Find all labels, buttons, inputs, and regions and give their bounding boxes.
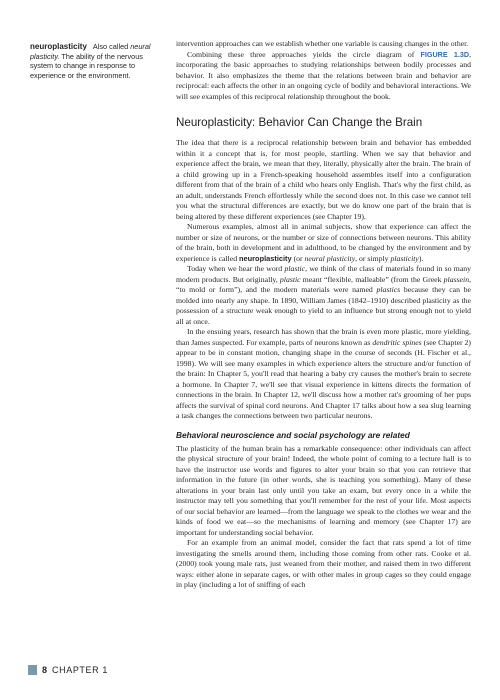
margin-glossary-note [30,42,158,80]
intro-paragraph-1: intervention approaches can we establish whether one variable is causing changes in the other. [176,39,469,48]
intro-paragraph-2: Combining these three approaches yields the circle diagram of FIGURE 1.3D, incorporating the basic approaches to studying relationships between bodily processes and behavior. It also emphasizes the theme that the relations between brain and behavior are reciprocal: each affects the other in an ongoing cycle of bodily and behavioral interactions. We will see examples of this reciprocal relationship throughout the book. [176,49,471,101]
footer-color-tab [28,665,37,675]
section-paragraph-1: The idea that there is a reciprocal relationship between brain and behavior has embedded within it a concept that is, for most people, startling. When we say that behavior and experience affect the brain, we mean that they, literally, physically alter the brain. The brain of a child growing up in a French-speaking household assembles itself into a configuration different from that of the brain of a child who hears only English. That's why the first child, as an adult, understands French effortlessly while the second does not. In this case we cannot tell you what the structural differences are exactly, but we do know one part of the brain that is being altered by these different experiences (see Chapter 19). [176,138,471,221]
section-paragraph-4: In the ensuing years, research has shown that the brain is even more plastic, more yielding, than James suspected. For example, parts of neurons known as dendritic spines (see Chapter 2) appear to be in constant motion, changing shape in the course of seconds (H. Fischer et al., 1998). We will see many examples in which experience alters the structure and/or function of the brain: In Chapter 5, you'll read that hearing a baby cry causes the mother's brain to secrete a hormone. In Chapter 7, we'll see that visual experience in kittens directs the formation of connections in the brain. In Chapter 12, we'll discuss how a mother rat's grooming of her pups affects the survival of spinal cord neurons. And Chapter 17 talks about how a sea slug learning a task changes the connections between two particular neurons. [176,327,472,420]
glossary-definition: The ability of the nervous system to change in response to experience or the environment. [30,51,143,80]
section-paragraph-3: Today when we hear the word plastic, we think of the class of materials found in so many modern products. But originally, plastic meant “flexible, malleable” (from the Greek plassein, “to mold or form”), and the modern materials were named plastics because they can be molded into nearly any shape. In 1890, William James (1842–1910) described plasticity as the possession of a structure weak enough to yield to an influence but strong enough not to yield all at once. [176,264,472,326]
glossary-also-label: Also called [92,42,129,51]
figure-reference-link[interactable]: FIGURE 1.3D [420,49,470,59]
main-text-column [176,39,471,591]
page-footer [28,664,108,676]
section-paragraph-2: Numerous examples, almost all in animal subjects, show that experience can affect the number or size of neurons, or the number or size of connections between neurons. This ability of the brain, both in development and in adulthood, to be changed by the environment and by experience is called neuroplasticity (or neural plasticity, or simply plasticity). [176,222,471,263]
page-number: 8 [42,665,48,675]
subsection-paragraph-1: The plasticity of the human brain has a remarkable consequence: other individuals can affect the physical structure of your brain! Indeed, the whole point of coming to a lecture hall is to have the instructor use words and figures to alter your brain so that you can retrieve that information in the future (in other words, she is teaching you something). Many of these alterations in your brain last only until you take an exam, but every once in a while the instructor may tell you something that you'll remember for the rest of your life. Most aspects of our social behavior are learned—from the language we speak to the clothes we wear and the kinds of food we eat—so the mechanisms of learning and memory (see Chapter 17) are important for understanding social behavior. [176,443,471,537]
glossary-term: neuroplasticity [30,42,87,51]
key-term-neuroplasticity: neuroplasticity [239,253,292,263]
subsection-paragraph-2: For an example from an animal model, consider the fact that rats spend a lot of time investigating the smells around them, including those coming from other rats. Cooke et al. (2000) took young male rats, just weaned from their mother, and raised them in two different ways: either alone in separate cages, or with other males in group cages so they could engage in play (including a lot of sniffing of each [176,538,471,589]
section-heading: Neuroplasticity: Behavior Can Change the Brain [176,116,423,129]
glossary-alt-term: neural plasticity. [30,42,151,61]
subsection-heading: Behavioral neuroscience and social psychology are related [176,429,410,440]
chapter-label: CHAPTER 1 [52,665,108,675]
